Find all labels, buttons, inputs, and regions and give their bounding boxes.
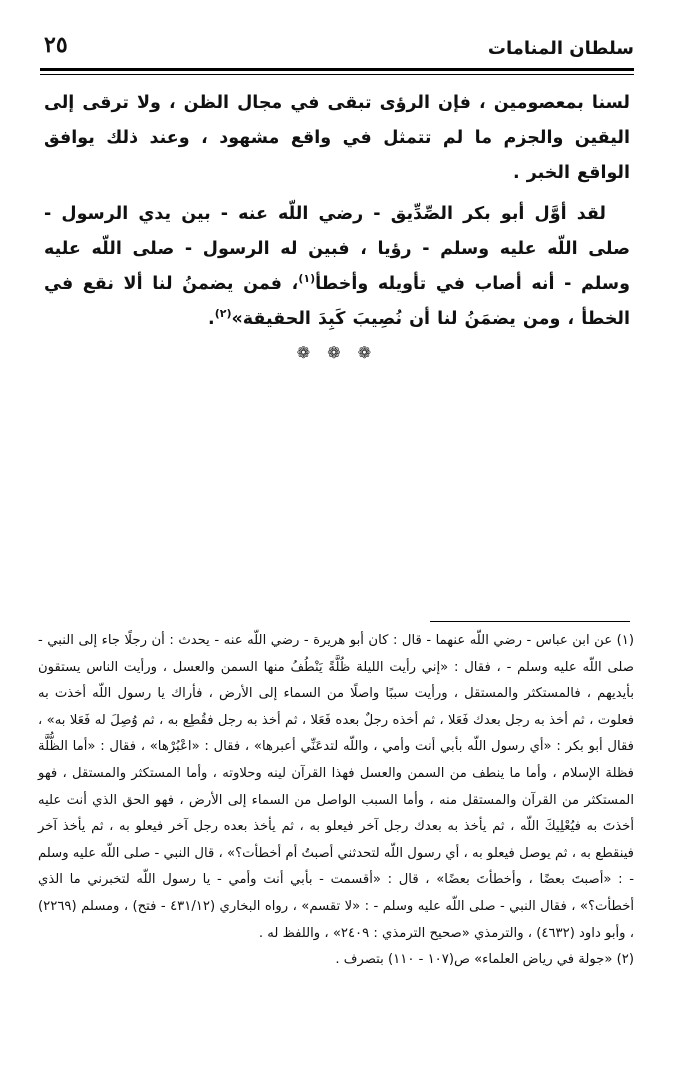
section-ornament: ❁ ❁ ❁ [296, 343, 378, 362]
running-title: سلطان المنامات [487, 38, 634, 59]
paragraph-1: لسنا بمعصومين ، فإن الرؤى تبقى في مجال الظن ، ولا ترقى إلى اليقين والجزم ما لم تتمثل في واقع مشهود ، وعند ذلك يوافق الواقع الخبر . [44, 93, 630, 183]
footnote-ref-2[interactable]: (٢) [214, 307, 232, 321]
paragraph-2 [44, 197, 630, 337]
header-rule-thick [40, 68, 634, 71]
footnote-1: (١) عن ابن عباس - رضي اللّه عنهما - قال : كان أبو هريرة - رضي اللّه عنه - يحدث : أن رجلًا جاء إلى النبي - صلى اللّه عليه وسلم - ، فقال : «إني رأيت الليلة ظُلَّةً يَنْطُفُ منها السمن والعسل ، ورأيت الناس يستقون بأيديهم ، فالمستكثر والمستقل ، ورأيت سببًا واصلًا من السماء إلى الأرض ، فأراك يا رسول اللّه أخذت به فعلوت ، ثم أخذ به رجل بعدك فَعَلا ، ثم أخذه رجلٌ بعده فَعَلا ، ثم أخذ به رجل فقُطِع به ، ثم وُصِلَ له فَعَلا به» ، فقال أبو بكر : «أي رسول اللّه بأبي أنت وأمي ، واللّه لتدعَنِّي أعبرها» ، فقال : «اعْبُرْها» ، فقال : «أما الظُّلَّة فظلة الإسلام ، وأما ما ينطف من السمن والعسل فهذا القرآن لينه وحلاوته ، وأما المستكثر والمستقل ، فهو المستكثر من القرآن والمستقل منه ، وأما السبب الواصل من السماء إلى الأرض ، فهو الحق الذي أنت عليه أخذتَ به فيُعْلِيكَ اللّه ، ثم يأخذ به بعدك رجل آخر فيعلو به ، ثم يأخذ بعده رجل آخر فيعلو به ، ثم يأخذ آخر فينقطع به ، ثم يوصل فيعلو به ، أي رسول اللّه لتحدثني أصبتُ أم أخطأت؟» ، قال النبي - صلى اللّه عليه وسلم - : «أصبتَ بعضًا ، وأخطأتَ بعضًا» ، قال : «أقسمت - بأبي أنت وأمي - يا رسول اللّه لتخبرني ما الذي أخطأت؟» ، فقال النبي - صلى اللّه عليه وسلم - : «لا تقسم» ، رواه البخاري (٤٣١/١٢ - فتح) ، ومسلم (٢٢٦٩) ، وأبو داود (٤٦٣٢) ، والترمذي «صحيح الترمذي : ٢٤٠٩» ، واللفظ له . [38, 633, 635, 941]
footnote-separator [430, 621, 630, 622]
page-header [40, 28, 634, 68]
main-text [44, 86, 630, 343]
paragraph-2-end: . [208, 309, 215, 329]
paragraph-2-continued: ، فمن يضمنُ لنا ألا نقع في الخطأ ، ومن يضمَنُ لنا أن نُصِيبَ كَبِدَ الحقيقة» [44, 274, 630, 329]
paragraph-2-text: لقد أوَّل أبو بكر الصِّدِّيق - رضي اللّه عنه - بين يدي الرسول - صلى اللّه عليه وسلم - رؤيا ، فبين له الرسول - صلى اللّه عليه وسلم - أنه أصاب في تأويله وأخطأ [44, 204, 630, 294]
footnote-ref-1[interactable]: (١) [298, 272, 316, 286]
footnotes [38, 628, 634, 974]
header-rule-thin [40, 74, 634, 75]
footnote-2: (٢) «جولة في رياض العلماء» ص(١٠٧ - ١١٠) بتصرف . [335, 952, 634, 968]
page-number: ٢٥ [44, 32, 68, 58]
